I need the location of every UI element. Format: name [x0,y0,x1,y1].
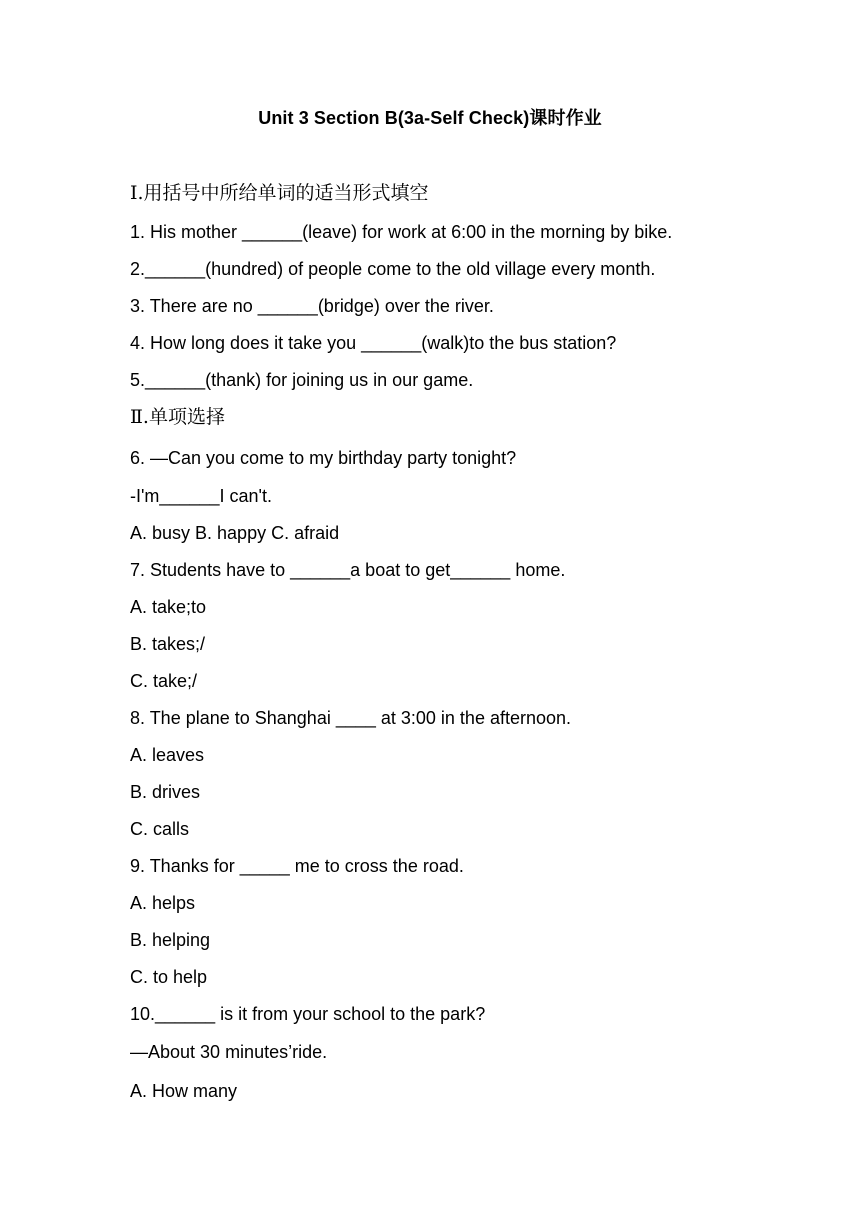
question-line: 9. Thanks for _____ me to cross the road. [130,856,464,876]
section-heading-1: Ⅰ.用括号中所给单词的适当形式填空 [130,182,429,204]
question-line: 8. The plane to Shanghai ____ at 3:00 in the afternoon. [130,708,572,728]
question-line: 5.______(thank) for joining us in our game. [130,370,474,390]
answer-line: —About 30 minutes’ride. [130,1042,328,1062]
option-line: C. to help [130,967,208,987]
section-heading-2: Ⅱ.单项选择 [130,406,225,428]
option-line: B. drives [130,782,201,802]
option-line: C. calls [130,819,190,839]
answer-line: -I'm______I can't. [130,486,272,506]
question-line: 1. His mother ______(leave) for work at 6:00 in the morning by bike. [130,222,673,242]
option-line: A. helps [130,893,196,913]
document-title: Unit 3 Section B(3a-Self Check)课时作业 [258,108,602,128]
option-line: A. take;to [130,597,207,617]
question-line: 3. There are no ______(bridge) over the river. [130,296,494,316]
option-line: A. busy B. happy C. afraid [130,523,340,543]
option-line: A. How many [130,1081,238,1101]
option-line: A. leaves [130,745,205,765]
option-line: C. take;/ [130,671,198,691]
question-line: 6. —Can you come to my birthday party tonight? [130,448,517,468]
question-line: 4. How long does it take you ______(walk)to the bus station? [130,333,617,353]
option-line: B. takes;/ [130,634,206,654]
question-line: 10.______ is it from your school to the park? [130,1004,486,1024]
question-line: 2.______(hundred) of people come to the old village every month. [130,259,656,279]
question-line: 7. Students have to ______a boat to get______ home. [130,560,566,580]
option-line: B. helping [130,930,211,950]
